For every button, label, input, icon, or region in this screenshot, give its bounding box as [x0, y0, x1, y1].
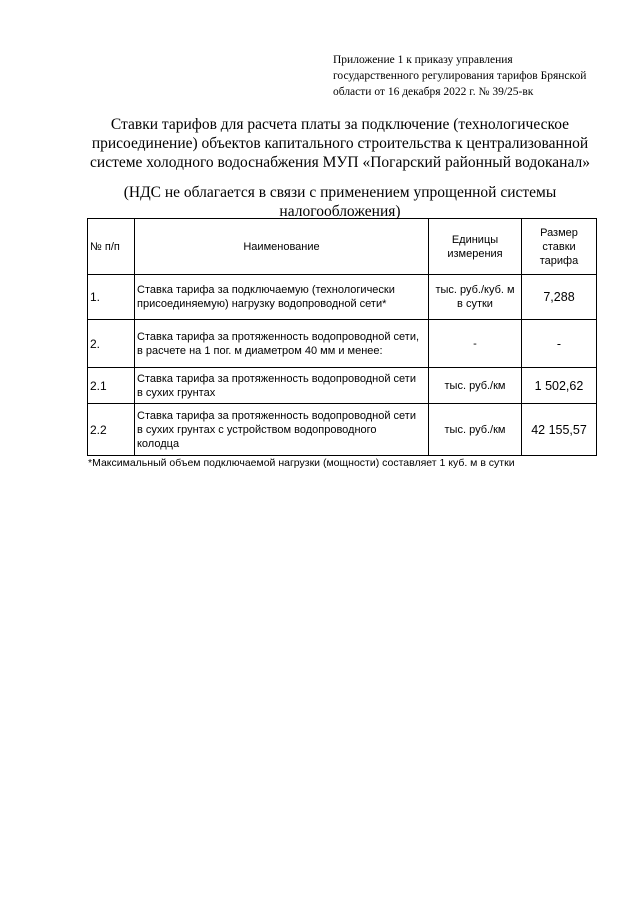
document-title — [60, 115, 620, 172]
table-row — [88, 404, 597, 456]
row-unit-line: тыс. руб./км — [444, 379, 506, 392]
header-rate-line: тарифа — [539, 254, 579, 267]
row-number: 1. — [88, 275, 135, 320]
row-name-line: Ставка тарифа за подключаемую (технологически — [137, 284, 395, 296]
row-name-line: в сухих грунтах с устройством водопроводного — [137, 423, 377, 436]
row-unit — [429, 320, 522, 368]
header-unit-line: измерения — [447, 247, 503, 260]
row-number: 2. — [88, 320, 135, 368]
row-name-line: в сухих грунтах — [137, 386, 216, 399]
appendix-reference — [333, 52, 623, 100]
title-line: системе холодного водоснабжения МУП «Погарский районный водоканал» — [90, 154, 590, 171]
header-rate-line: ставки — [542, 240, 576, 253]
row-name — [135, 404, 429, 456]
header-rate-line: Размер — [540, 226, 578, 239]
header-number: № п/п — [88, 219, 135, 275]
header-unit-line: Единицы — [451, 233, 499, 246]
title-line: присоединение) объектов капитального строительства к централизованной — [91, 135, 589, 152]
row-name-line: Ставка тарифа за протяженность водопроводной сети — [137, 372, 416, 385]
row-name-line: Ставка тарифа за протяженность водопроводной сети, — [137, 330, 420, 343]
row-rate: 7,288 — [522, 275, 597, 320]
row-unit — [429, 275, 522, 320]
row-name-line: Ставка тарифа за протяженность водопроводной сети — [137, 409, 416, 422]
row-name-line: в расчете на 1 пог. м диаметром 40 мм и менее: — [137, 344, 383, 357]
row-unit — [429, 368, 522, 404]
subtitle-line: налогообложения) — [279, 203, 401, 220]
row-unit-line: - — [473, 337, 477, 350]
appendix-line: Приложение 1 к приказу управления — [333, 54, 513, 66]
header-rate — [522, 219, 597, 275]
row-unit-line: в сутки — [457, 298, 493, 310]
row-rate: 42 155,57 — [522, 404, 597, 456]
tariff-table — [87, 218, 597, 456]
row-name — [135, 320, 429, 368]
row-rate: - — [522, 320, 597, 368]
appendix-line: области от 16 декабря 2022 г. № 39/25-вк — [333, 86, 534, 98]
header-name: Наименование — [135, 219, 429, 275]
table-row — [88, 368, 597, 404]
row-name — [135, 275, 429, 320]
row-unit-line: тыс. руб./км — [444, 423, 506, 436]
footnote: *Максимальный объем подключаемой нагрузки (мощности) составляет 1 куб. м в сутки — [88, 457, 515, 469]
row-unit-line: тыс. руб./куб. м — [435, 284, 515, 296]
table-row — [88, 320, 597, 368]
row-unit — [429, 404, 522, 456]
header-unit — [429, 219, 522, 275]
table-header-row — [88, 219, 597, 275]
row-name — [135, 368, 429, 404]
appendix-line: государственного регулирования тарифов Брянской — [333, 70, 587, 82]
vat-note — [70, 183, 610, 221]
row-rate: 1 502,62 — [522, 368, 597, 404]
row-number: 2.1 — [88, 368, 135, 404]
row-number: 2.2 — [88, 404, 135, 456]
title-line: Ставки тарифов для расчета платы за подключение (технологическое — [110, 116, 570, 133]
table-row — [88, 275, 597, 320]
row-name-line: присоединяемую) нагрузку водопроводной сети* — [137, 298, 387, 310]
row-name-line: колодца — [137, 437, 180, 450]
subtitle-line: (НДС не облагается в связи с применением упрощенной системы — [123, 184, 557, 201]
